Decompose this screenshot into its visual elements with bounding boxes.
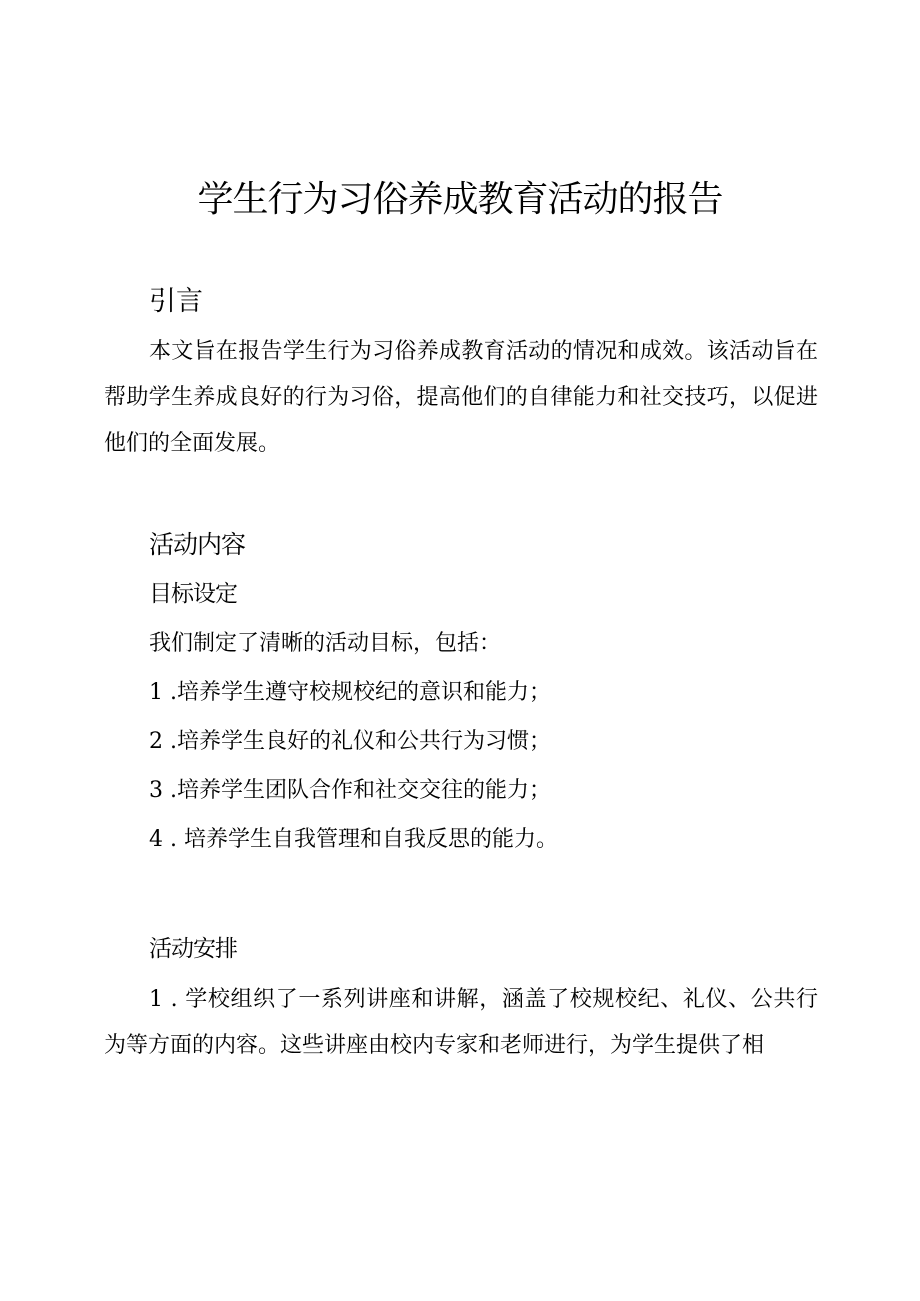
goal-list-item: 4 . 培养学生自我管理和自我反思的能力。	[149, 827, 558, 852]
section-heading-intro: 引言	[149, 286, 203, 317]
goal-list-item: 3 .培养学生团队合作和社交交往的能力；	[149, 778, 551, 803]
section-heading-content: 活动内容	[149, 530, 246, 559]
subsection-heading-goals: 目标设定	[149, 581, 237, 607]
arrangement-paragraph: 1 . 学校组织了一系列讲座和讲解，涵盖了校规校纪、礼仪、公共行为等方面的内容。这些讲座由校内专家和老师进行，为学生提供了相	[104, 987, 818, 1058]
document-title: 学生行为习俗养成教育活动的报告	[197, 179, 723, 220]
goal-list-item: 2 .培养学生良好的礼仪和公共行为习惯；	[149, 729, 551, 754]
intro-paragraph: 本文旨在报告学生行为习俗养成教育活动的情况和成效。该活动旨在帮助学生养成良好的行为习俗，提高他们的自律能力和社交技巧，以促进他们的全面发展。	[104, 339, 818, 456]
goals-lead-text: 我们制定了清晰的活动目标，包括：	[149, 631, 502, 656]
subsection-heading-arrangement: 活动安排	[149, 936, 237, 962]
goal-list-item: 1 .培养学生遵守校规校纪的意识和能力；	[149, 680, 551, 705]
